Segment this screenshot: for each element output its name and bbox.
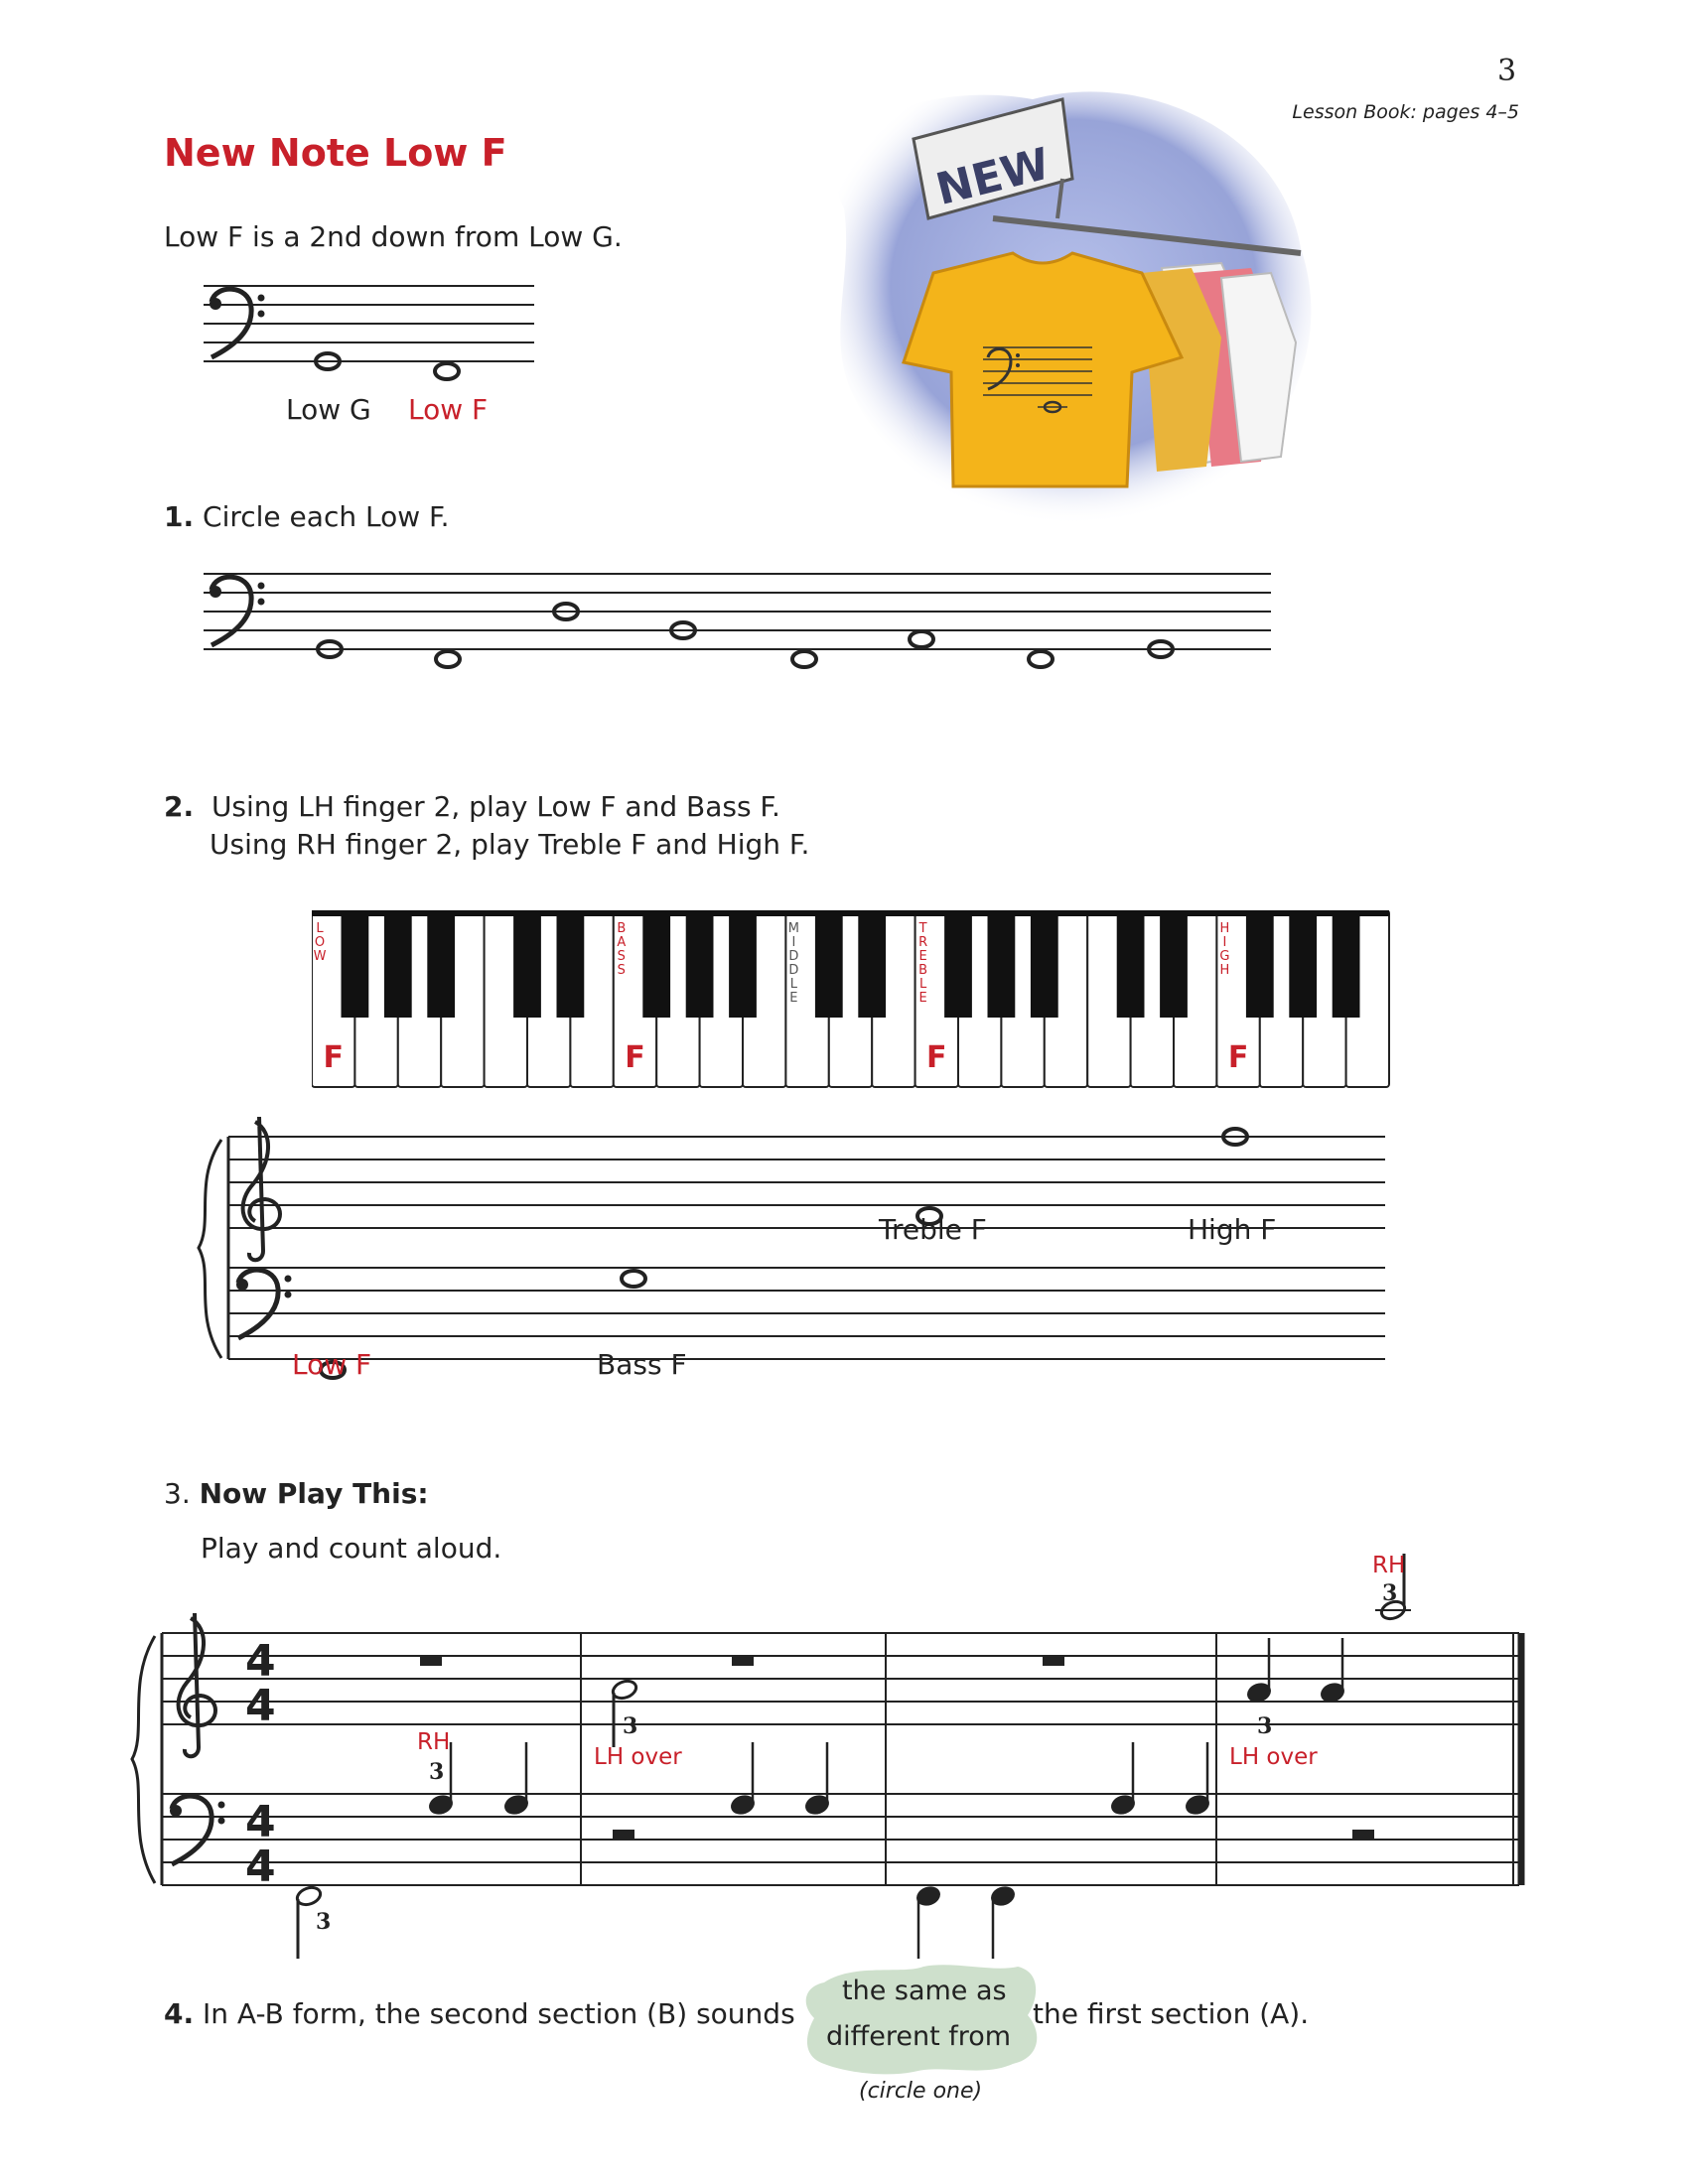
- exercise-2-line-1: 2. Using LH finger 2, play Low F and Bass F.: [164, 790, 780, 823]
- black-key: [642, 910, 670, 1018]
- key-letter-f: F: [926, 1040, 947, 1075]
- black-key: [557, 910, 585, 1018]
- exercise-1-staff: [194, 556, 1286, 675]
- key-name-letter: S: [617, 963, 626, 978]
- label-high-f: High F: [1188, 1213, 1277, 1246]
- label-low-f: Low F: [408, 393, 489, 426]
- half-rest: [613, 1830, 634, 1840]
- circle-one-hint: (circle one): [859, 2079, 983, 2104]
- key-name-letter: L: [918, 977, 927, 992]
- key-name-letter: B: [918, 963, 928, 978]
- finger-number: 3: [1257, 1713, 1273, 1739]
- key-letter-f: F: [323, 1040, 344, 1075]
- black-key: [513, 910, 541, 1018]
- treble-clef-icon: [243, 1117, 280, 1260]
- key-name-letter: G: [1219, 949, 1230, 964]
- option-same[interactable]: the same as: [842, 1976, 1007, 2006]
- key-name-letter: L: [316, 921, 324, 936]
- key-name-letter: O: [314, 935, 326, 950]
- black-key: [1117, 910, 1145, 1018]
- brace: [132, 1636, 155, 1883]
- whole-note: [622, 1271, 645, 1287]
- whole-rest: [1043, 1656, 1064, 1666]
- key-name-letter: I: [791, 935, 796, 950]
- exercise-4-text: 4. In A-B form, the second section (B) sounds: [164, 1997, 795, 2030]
- black-key: [1031, 910, 1058, 1018]
- intro-bass-staff: [194, 278, 551, 387]
- key-name-letter: D: [788, 963, 799, 978]
- page-title: New Note Low F: [164, 131, 507, 175]
- key-name-letter: E: [918, 991, 927, 1006]
- black-key: [1246, 910, 1274, 1018]
- key-letter-f: F: [625, 1040, 645, 1075]
- key-name-letter: B: [617, 921, 627, 936]
- whole-rest: [732, 1656, 754, 1666]
- black-key: [1333, 910, 1360, 1018]
- exercise-3-score: [129, 1544, 1539, 1961]
- exercise-4-text-after: the first section (A).: [1033, 1997, 1310, 2030]
- key-name-letter: L: [789, 977, 798, 992]
- label-low-f: Low F: [292, 1348, 372, 1381]
- black-key: [815, 910, 843, 1018]
- page-number: 3: [1497, 54, 1517, 88]
- black-key: [686, 910, 714, 1018]
- black-key: [1160, 910, 1188, 1018]
- exercise-3-heading: 3. Now Play This:: [164, 1477, 429, 1510]
- time-signature-top: 4: [245, 1636, 276, 1687]
- exercise-3-instruction: Play and count aloud.: [201, 1532, 502, 1565]
- whole-note: [1029, 651, 1053, 667]
- time-signature-bottom: 4: [245, 1681, 276, 1731]
- finger-number: 3: [623, 1713, 638, 1739]
- bass-clef-icon: [170, 1796, 225, 1864]
- label-low-g: Low G: [286, 393, 371, 426]
- black-key: [858, 910, 886, 1018]
- brace: [199, 1140, 221, 1358]
- finger-number: 3: [1382, 1580, 1398, 1606]
- hand-label-lh-over: LH over: [594, 1744, 682, 1770]
- black-key: [427, 910, 455, 1018]
- half-rest: [1352, 1830, 1374, 1840]
- whole-note: [910, 631, 933, 647]
- black-key: [384, 910, 412, 1018]
- key-name-letter: D: [788, 949, 799, 964]
- black-key: [944, 910, 972, 1018]
- black-key: [1289, 910, 1317, 1018]
- key-name-letter: T: [918, 921, 927, 936]
- exercise-2-line-2: Using RH finger 2, play Treble F and High F.: [210, 828, 810, 861]
- key-name-letter: I: [1222, 935, 1227, 950]
- exercise-1-text: 1. Circle each Low F.: [164, 500, 450, 533]
- black-key: [342, 910, 369, 1018]
- whole-rest: [420, 1656, 442, 1666]
- key-name-letter: S: [617, 949, 626, 964]
- finger-number: 3: [316, 1909, 332, 1935]
- key-name-letter: A: [617, 935, 627, 950]
- treble-clef-icon: [179, 1613, 215, 1756]
- hand-label-lh-over: LH over: [1229, 1744, 1318, 1770]
- time-signature-top: 4: [245, 1797, 276, 1847]
- lesson-reference: Lesson Book: pages 4–5: [1292, 101, 1519, 123]
- whole-note: [436, 651, 460, 667]
- intro-text: Low F is a 2nd down from Low G.: [164, 220, 623, 253]
- key-letter-f: F: [1227, 1040, 1249, 1075]
- key-name-letter: R: [918, 935, 928, 950]
- hand-label-rh: RH: [1372, 1553, 1406, 1578]
- black-key: [729, 910, 757, 1018]
- hand-label-rh: RH: [417, 1729, 451, 1755]
- piano-keyboard: [312, 910, 1390, 1091]
- label-bass-f: Bass F: [597, 1348, 687, 1381]
- key-name-letter: H: [1219, 921, 1230, 936]
- new-shirt-illustration: [784, 69, 1340, 536]
- key-name-letter: E: [918, 949, 927, 964]
- whole-note: [792, 651, 816, 667]
- finger-number: 3: [429, 1759, 445, 1785]
- option-different[interactable]: different from: [826, 2021, 1012, 2052]
- key-name-letter: H: [1219, 963, 1230, 978]
- key-name-letter: E: [789, 991, 798, 1006]
- key-name-letter: W: [313, 949, 327, 964]
- time-signature-bottom: 4: [245, 1842, 276, 1892]
- whole-note: [435, 363, 459, 379]
- black-key: [988, 910, 1016, 1018]
- new-sign-text: NEW: [930, 138, 1055, 216]
- label-treble-f: Treble F: [879, 1213, 987, 1246]
- key-name-letter: M: [787, 921, 800, 936]
- bass-clef-icon: [236, 1270, 292, 1338]
